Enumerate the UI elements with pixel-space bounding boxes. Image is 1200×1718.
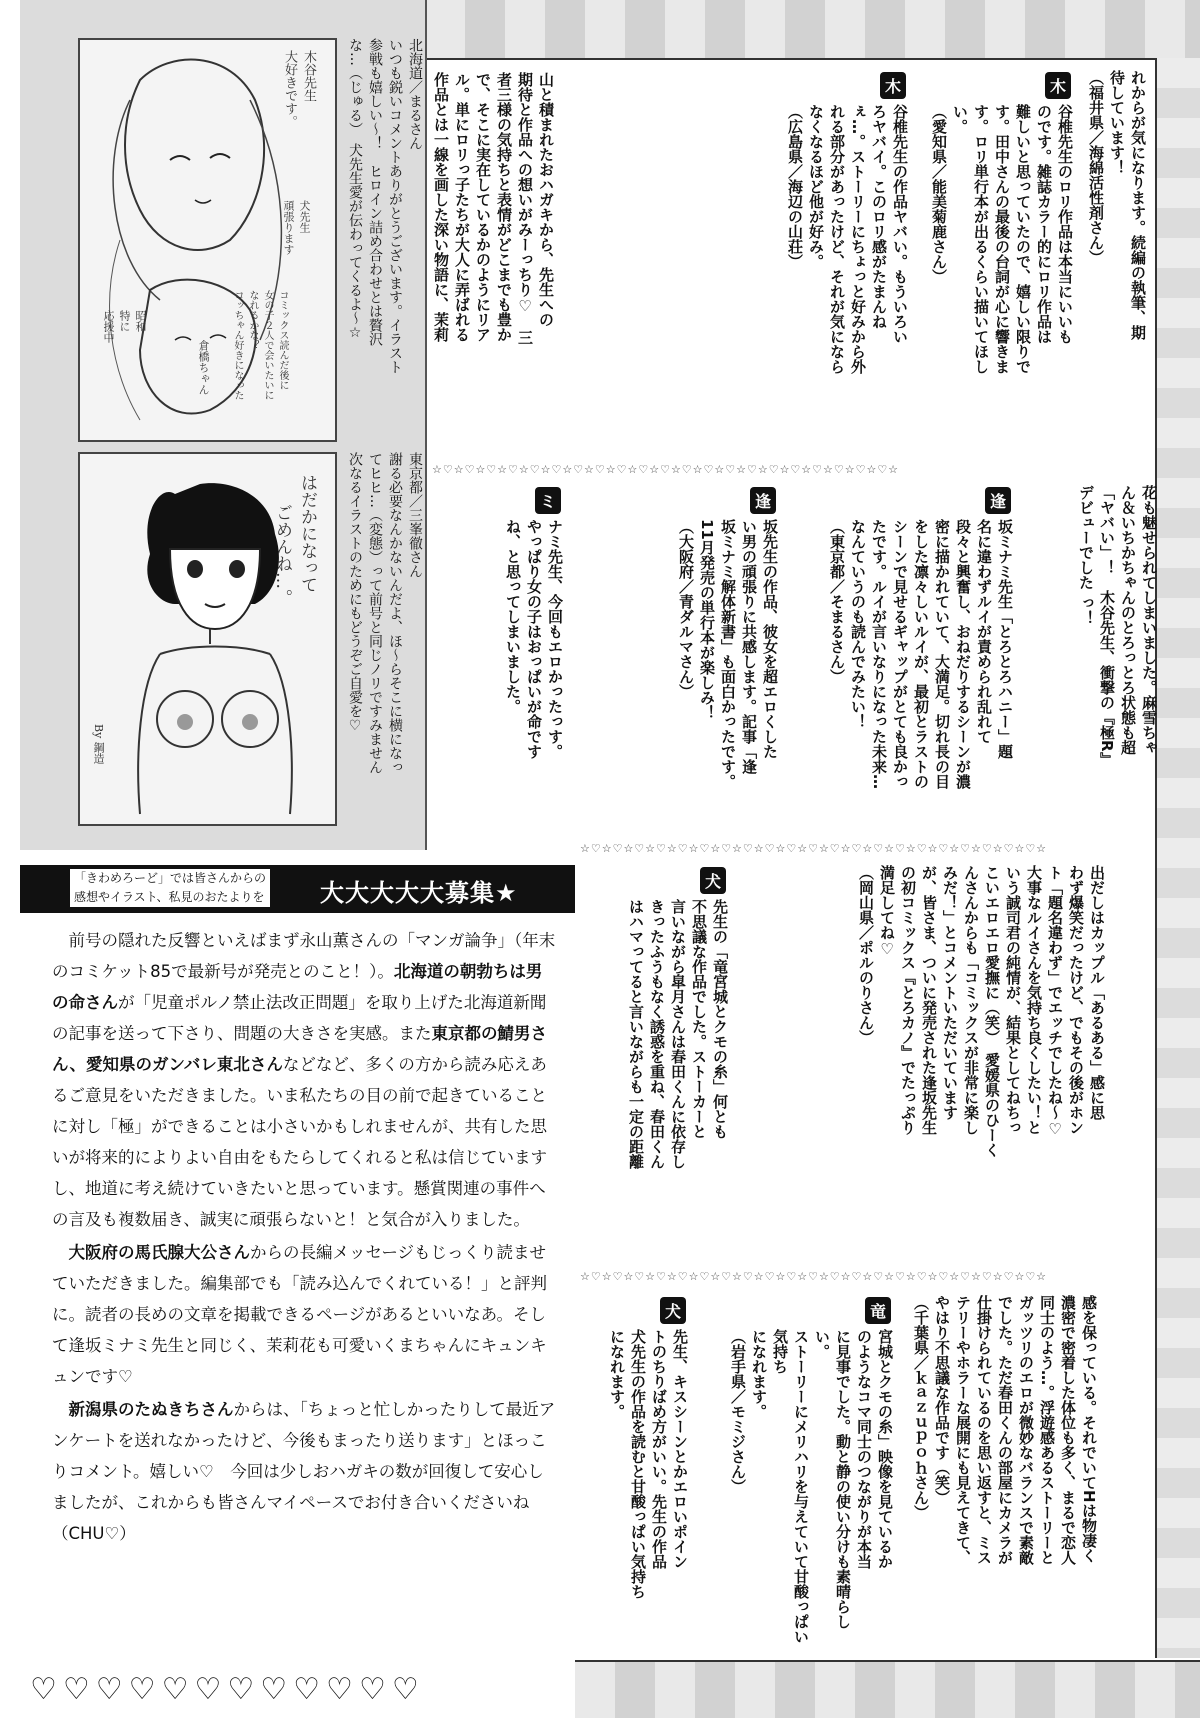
hand-note-1: 木谷先生 大好きです。 [282,50,316,128]
letter-badge: 逢 [985,487,1011,514]
reader-illustration-panel [20,0,427,850]
letter-body: 先生の「竜宮城とクモの糸」何とも 不思議な作品でした。ストーカーと 言いながら皐月さんは春田くんに依存し きったふうもなく誘惑を重ね、春田くん はハマってると言いながらも一定の距離 [627,899,729,1169]
text-run: などなど、多くの方から読み応えあるご意見をいただきました。いま私たちの目の前で起きていることに対し「極」ができることは小さいかもしれませんが、共有した思いが将来的によりよい自由をもたらしてくれると私は信じていますし、地道に考え続けていきたいと思っています。懸賞関連の事件への言及も複数届き、誠実に頑張らないと！と気合が入りました。 [52,1055,547,1229]
reader-illustration-bottom [78,452,337,826]
banner-sub-line-2: 感想やイラスト、私見のおたよりを [74,890,265,904]
letter-badge: 木 [1045,72,1071,99]
letter-badge: 逢 [750,487,776,514]
signature: By 鋼造 [92,724,105,764]
letter-body: 宮城とクモの糸」映像を見ているか のようなコマ同士のつながりが本当 に見事でした。動と静の使い分けも素晴らしい。 ストーリーにメリハリを与えていて甘酸っぱい気持ち になれます。 （岩手県／モミジさん） [729,1329,894,1644]
reader-illustration-top [78,38,337,442]
top-decorative-strip [425,0,1200,60]
text-run: が「児童ポルノ禁止法改正問題」を取り上げた北海道新聞の記事を送って下さり、問題の大きさを実感。また [52,993,547,1043]
reader-name: 新潟県のたぬきちさん [68,1400,234,1419]
letter-ousaka-3 [660,487,780,857]
letter-body: ナミ先生、今回もエロかったっす。 やっぱり女の子はおっぱいが命です ね、と思ってしまいました。 [504,519,564,759]
letter-inu-3: 感を保っている。それでいてHは物凄く 濃密で密着した体位も多く、まるで恋人 同士のよう…。浮遊感あるストーリーと ガッツリのエロが微妙なバランスで素敵 でした。ただ春田くんの部屋にカメラが 仕掛けられているのを思い返すと、ミス テリーやホラーな展開にも見えてきて、 やはり不思議な作品です（笑） （千葉県／ｋａｚｕｐｏｈさん） [912,1295,1098,1565]
letter-ousaka-intro: 花も魅せられてしまいました。麻雪ちゃ ん＆いちかちゃんのとろっとろ状態も超 「ヤバい」！ 木谷先生、衝撃の『極R』 デビューでした っ！ [1077,485,1158,767]
recruitment-banner [20,865,575,913]
letter-inu-intro: 出だしはカップル「あるある」感に思 わず爆笑だったけど、でもその後がホン ト「題名違わず」でエッチでしたね〜♡ 大事なルイさんを気持ち良くしたい！と いう誠司君の純情が、結果としてねちっ こいエロエロ愛撫に（笑） 愛媛県のひーく んさんからも「コミックスが非常に楽し みだ！」とコメントいただいています が、皆さま、ついに発売された逢坂先生 の初コミックス『とろカノ』でたっぷり 満足してね♡ （岡山県／ポルのりさん） [857,865,1106,1158]
hand-note-4: 倉橋ちゃん [197,340,210,395]
reply-hokkaido-maru: 北海道／まるさん いつも鋭いコメントありがとうございます。イラスト 参戦も嬉しい〜！ ヒロイン詰め合わせとは贅沢 な…（じゅる） 犬先生愛が伝わってくるよ〜☆ [347,38,423,374]
text-run: からの長編メッセージもじっくり読ませていただきました。編集部でも「読み込んでくれている！」と評判に。読者の長めの文章を掲載できるページがあるといいなあ。そして逢坂ミナミ先生と同じく、茉莉花も可愛いくまちゃんにキュンキュンです♡ [52,1243,547,1386]
letter-body: 谷椎先生のロリ作品は本当にいいも のです。雑誌カラー的にロリ作品は 難しいと思っていたので、嬉しい限りで す。田中さんの最後の台詞が心に響きま す。ロリ単行本が出るくらい描いてほし い。 （愛知県／能美菊鹿さん） [930,104,1074,374]
speech-line-1: はだかになって [297,474,317,593]
reader-name: 東京都の鯖男さん、愛知県のガンバレ東北さん [52,1024,547,1074]
letter-badge: 竜 [865,1297,891,1324]
letter-inu-2 [590,867,730,1267]
reader-name: 大阪府の馬氏腺大公さん [68,1243,250,1262]
letter-ousaka-2 [828,487,1015,857]
reply-tokyo-mitsumine: 東京都／三峯徹さん 謝る必要なんかないんだよ、ほ〜らそこに横になっ てヒヒ…（変態）って前号と同じノリですみません 次なるイラストのためにもどうぞご自愛を♡ [347,452,423,774]
hand-note-5: 昭和 特に 応援中 [102,310,147,343]
letter-body: 坂ミナミ先生「とろとろハニー」題 名に違わずルイが責められ乱れて 段々と興奮し、おねだりするシーンが濃 密に描かれていて、大満足。切れ長の目 をした凛々しいルイが、最初とラストの シーンで見せるギャップがとても良かっ たです。ルイが言いなりになった未来… なんていうのも読んでみたい！ （東京都／そまるさん） [828,519,1014,789]
letter-kitani-2 [770,72,910,452]
letter-inu-5 [590,1297,690,1647]
hand-note-3: コミックス読んだ後に 女の子２人で会いたいに なれるかな？ コッちゃん好きになった [232,290,288,400]
section-divider-1: ☆♡☆♡☆♡☆♡☆♡☆♡☆♡☆♡☆♡☆♡☆♡☆♡☆♡☆♡☆♡☆♡☆♡☆♡☆♡☆♡☆♡☆ [432,463,900,476]
hand-note-2: 犬先生 頑張ります [282,200,311,255]
text-run: からは、「ちょっと忙しかったりして最近アンケートを送れなかったけど、今後もまったり送ります」とほっこりコメント。嬉しい♡ 今回は少しおハガキの数が回復して安心しましたが、これからも皆さんマイペースでお付き合いくださいね（CHU♡） [52,1400,556,1543]
letter-kitani-1 [930,72,1075,452]
right-decorative-strip [1155,58,1200,1658]
letter-kitani-editor: 山と積まれたおハガキから、先生への 期待と作品への想いがみーっちり♡ 三 者三様の気持ちと表情がどこまでも豊か で、そこに実在しているかのようにリア ル。単にロリっ子たちが大人に弄ばれる 作品とは一線を画した深い物語に、茉莉 [432,72,555,345]
reader-name: 北海道の朝勃ちは男の命さん [52,962,543,1012]
banner-sub-line-1: 「きわめろーど」では皆さんからの [74,871,267,885]
letter-top-continuation: れからが気になります。続編の執筆、期 待しています！ （福井県／海綿活性剤さん） [1087,70,1147,340]
letter-body: 先生、キスシーンとかエロいポイン トのちりばめ方がいい。先生の作品 犬先生の作品を読むと甘酸っぱい気持ち になれます。 [608,1329,689,1599]
letter-body: 坂先生の作品、彼女を超エロくした い男の頑張りに共感します。記事「逢 坂ミナミ解体新書」も面白かったです。 11月発売の単行本が楽しみ！ （大阪府／青ダルマさん） [677,519,779,789]
banner-subtitle [70,869,270,907]
editorial-column [52,925,557,1551]
footer-hearts: ♡♡♡♡♡♡♡♡♡♡♡♡ [30,1672,425,1707]
editorial-paragraph-1 [52,925,557,1235]
banner-title: 大大大大大募集★ [320,879,518,907]
text-run: 前号の隠れた反響といえばまず永山薫さんの「マンガ論争」（年末のコミケット85で最新号が発売とのこと！）。 [52,931,556,981]
letter-inu-4 [729,1297,895,1647]
editorial-paragraph-3 [52,1394,557,1549]
section-divider-3: ☆♡☆♡☆♡☆♡☆♡☆♡☆♡☆♡☆♡☆♡☆♡☆♡☆♡☆♡☆♡☆♡☆♡☆♡☆♡☆♡☆♡☆ [580,1270,1048,1283]
letter-badge: 犬 [660,1297,686,1324]
editorial-paragraph-2 [52,1237,557,1392]
letter-ousaka-4 [485,487,565,857]
bottom-decorative-strip [575,1660,1200,1718]
section-divider-2: ☆♡☆♡☆♡☆♡☆♡☆♡☆♡☆♡☆♡☆♡☆♡☆♡☆♡☆♡☆♡☆♡☆♡☆♡☆♡☆♡☆♡☆ [580,842,1048,855]
letter-badge: 木 [880,72,906,99]
speech-line-2: ごめんね…。 [272,504,292,606]
letter-badge: 犬 [700,867,726,894]
letter-badge: ミ [535,487,561,514]
letter-body: 谷椎先生の作品ヤバい。もういろい ろヤバイ。このロリ感がたまんね ぇ…。ストーリーにちょっと好みから外 れる部分があったけど、それが気になら なくなるほど他が好み。 （広島県／海辺の山荘） [786,104,909,374]
